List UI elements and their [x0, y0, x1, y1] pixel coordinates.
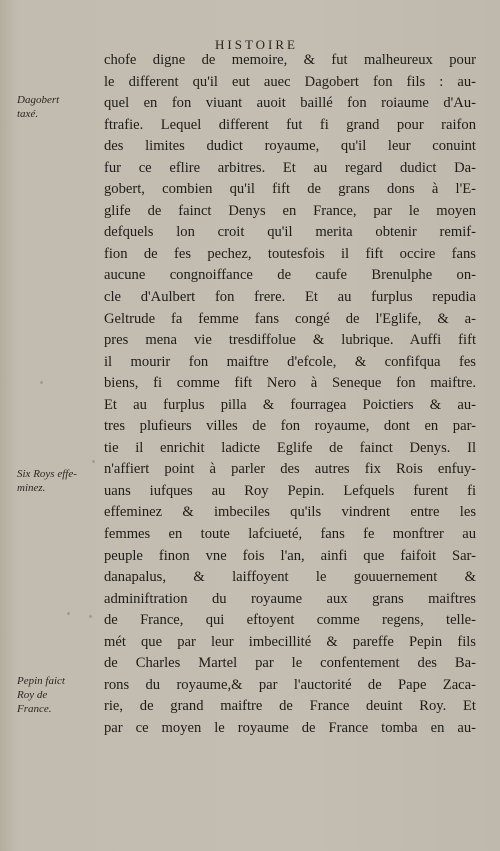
text-line: Et au furplus pilla & fourragea Poictiers & au- — [104, 396, 476, 413]
text-line: uans iufques au Roy Pepin. Lefquels furent fi — [104, 482, 476, 499]
text-line: effeminez & imbeciles qu'ils vindrent entre les — [104, 504, 476, 521]
paper-speck — [92, 460, 95, 463]
paper-speck — [67, 612, 70, 615]
margin-note-dagobert — [17, 93, 97, 121]
text-line: il mourir fon maiftre d'efcole, & confifqua fes — [104, 353, 476, 370]
body-text — [104, 50, 476, 740]
margin-note-line: France. — [17, 703, 52, 715]
text-line: le different qu'il eut auec Dagobert fon fils : au- — [104, 73, 476, 90]
text-line: rons du royaume,& par l'auctorité de Pape Zaca- — [104, 676, 476, 693]
text-line: pres mena vie tresdiffolue & lubrique. Auffi fift — [104, 332, 476, 349]
text-line: mét que par leur imbecillité & pareffe Pepin fils — [104, 633, 476, 650]
text-line: biens, fi comme fift Nero à Seneque fon maiftre. — [104, 375, 476, 392]
text-line: de Charles Martel par le confentement des Ba- — [104, 655, 476, 672]
text-line: des limites dudict royaume, qu'il leur conuint — [104, 138, 476, 155]
margin-note-line: taxé. — [17, 108, 39, 120]
text-line: quel en fon viuant auoit baillé fon roiaume d'Au- — [104, 95, 476, 112]
margin-note-line: minez. — [17, 482, 46, 494]
margin-note-line: Pepin faict — [17, 675, 65, 687]
text-line: gobert, combien qu'il fift de grans dons à l'E- — [104, 181, 476, 198]
text-line: fion de fes pechez, toutesfois il fift occire fans — [104, 245, 476, 262]
text-line: tie il enrichit ladicte Eglife de fainct Denys. Il — [104, 439, 476, 456]
running-head: HISTOIRE — [215, 37, 298, 52]
text-line: aucune congnoiffance de caufe Brenulphe on- — [104, 267, 476, 284]
text-line: n'affiert point à parler des autres fix Rois enfuy- — [104, 461, 476, 478]
margin-note-pepin — [17, 674, 97, 716]
margin-note-line: Roy de — [17, 689, 48, 701]
margin-note-line: Six Roys effe- — [17, 468, 77, 480]
text-line: rie, de grand maiftre de France deuint Roy. Et — [104, 698, 476, 715]
text-line: defquels lon croit qu'il merita obtenir remif- — [104, 224, 476, 241]
text-line: Geltrude fa femme fans congé de l'Eglife, & a- — [104, 310, 476, 327]
paper-speck — [40, 381, 43, 384]
text-line: peuple finon vne fois l'an, ainfi que faifoit Sar- — [104, 547, 476, 564]
text-line: cle d'Aulbert fon frere. Et au furplus repudia — [104, 289, 476, 306]
text-line: danapalus, & laiffoyent le gouuernement & — [104, 569, 476, 586]
text-line: ftrafie. Lequel different fut fi grand pour raifon — [104, 116, 476, 133]
text-line: femmes en toute lafciueté, fans fe monftrer au — [104, 526, 476, 543]
text-line: de France, qui eftoyent comme regens, telle- — [104, 612, 476, 629]
text-line: tres plufieurs villes de fon royaume, dont en par- — [104, 418, 476, 435]
margin-note-line: Dagobert — [17, 94, 60, 106]
text-line: glife de fainct Denys en France, par le moyen — [104, 202, 476, 219]
text-line: par ce moyen le royaume de France tomba en au- — [104, 719, 476, 736]
paper-speck — [89, 615, 92, 618]
text-line: fur ce eflire arbitres. Et au regard dudict Da- — [104, 159, 476, 176]
margin-note-six-roys — [17, 467, 97, 495]
text-line: adminiftration du royaume aux grans maiftres — [104, 590, 476, 607]
text-line: chofe digne de memoire, & fut malheureux pour — [104, 52, 476, 68]
